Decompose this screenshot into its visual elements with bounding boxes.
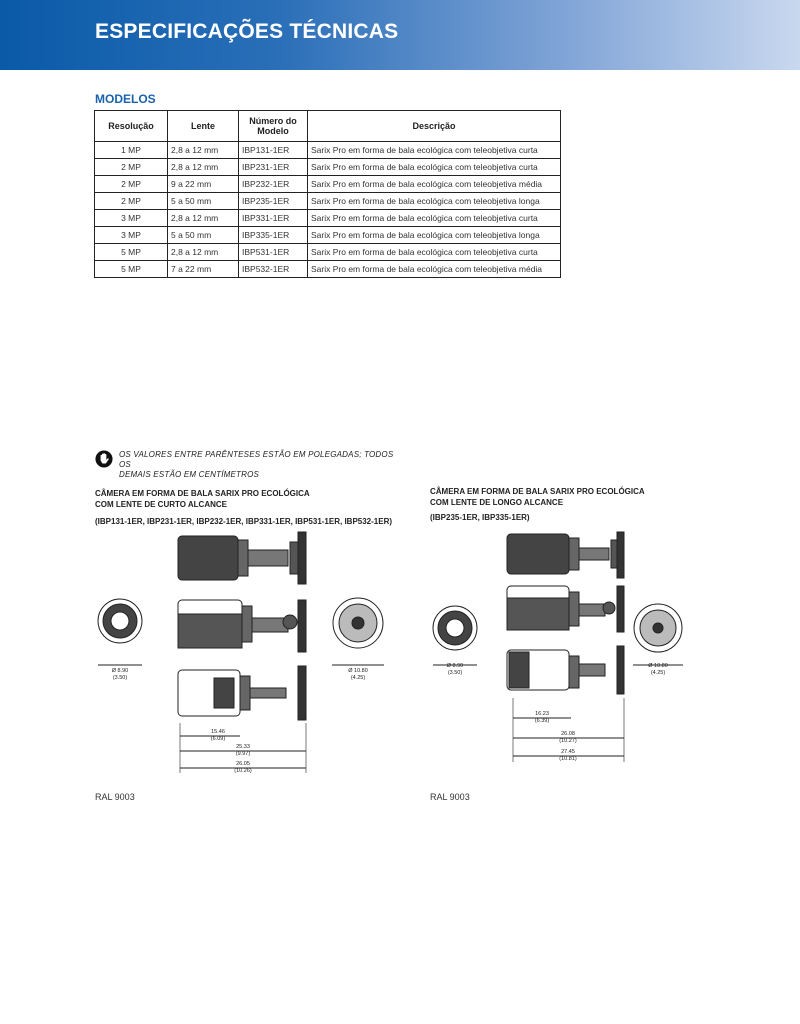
cell-lens: 5 a 50 mm	[168, 193, 239, 210]
cell-resolution: 5 MP	[95, 244, 168, 261]
cell-description: Sarix Pro em forma de bala ecológica com teleobjetiva curta	[308, 159, 561, 176]
units-note	[95, 450, 395, 480]
cell-resolution: 5 MP	[95, 261, 168, 278]
table-row	[95, 210, 561, 227]
page-header	[0, 0, 800, 70]
short-mount-dia-in: (4.25)	[350, 675, 366, 681]
long-front-dia-in: (3.50)	[447, 670, 463, 676]
short-len1-in: (6.09)	[210, 736, 226, 742]
cell-description: Sarix Pro em forma de bala ecológica com teleobjetiva longa	[308, 193, 561, 210]
cell-description: Sarix Pro em forma de bala ecológica com teleobjetiva média	[308, 176, 561, 193]
hand-stop-icon	[95, 450, 113, 468]
cell-resolution: 3 MP	[95, 210, 168, 227]
cell-model-number: IBP531-1ER	[239, 244, 308, 261]
cell-resolution: 2 MP	[95, 176, 168, 193]
col-description: Descrição	[308, 111, 561, 142]
cell-lens: 7 a 22 mm	[168, 261, 239, 278]
long-len3: 27.45	[561, 749, 575, 755]
short-len3-in: (10.26)	[234, 768, 252, 774]
long-len3-in: (10.81)	[559, 756, 577, 762]
cell-description: Sarix Pro em forma de bala ecológica com teleobjetiva média	[308, 261, 561, 278]
cell-model-number: IBP131-1ER	[239, 142, 308, 159]
long-len1: 16.23	[535, 711, 549, 717]
table-row	[95, 244, 561, 261]
cell-model-number: IBP335-1ER	[239, 227, 308, 244]
long-camera-drawing	[425, 528, 695, 770]
short-camera-title-line1: CÂMERA EM FORMA DE BALA SARIX PRO ECOLÓGICA	[95, 489, 310, 498]
cell-lens: 2,8 a 12 mm	[168, 244, 239, 261]
cell-description: Sarix Pro em forma de bala ecológica com teleobjetiva curta	[308, 210, 561, 227]
table-row	[95, 227, 561, 244]
long-mount-dia-in: (4.25)	[650, 670, 666, 676]
cell-description: Sarix Pro em forma de bala ecológica com teleobjetiva longa	[308, 227, 561, 244]
short-len1: 15.46	[211, 729, 225, 735]
table-header-row	[95, 111, 561, 142]
short-camera-drawing	[90, 528, 400, 790]
short-camera-title-line2: COM LENTE DE CURTO ALCANCE	[95, 500, 227, 509]
cell-resolution: 3 MP	[95, 227, 168, 244]
long-camera-title-line2: COM LENTE DE LONGO ALCANCE	[430, 498, 564, 507]
cell-lens: 2,8 a 12 mm	[168, 159, 239, 176]
models-table	[94, 110, 561, 278]
cell-description: Sarix Pro em forma de bala ecológica com teleobjetiva curta	[308, 244, 561, 261]
short-len3: 26.05	[236, 761, 250, 767]
long-camera-ral: RAL 9003	[430, 792, 470, 802]
short-camera-ral: RAL 9003	[95, 792, 135, 802]
table-row	[95, 176, 561, 193]
cell-model-number: IBP331-1ER	[239, 210, 308, 227]
table-row	[95, 261, 561, 278]
long-camera-models: (IBP235-1ER, IBP335-1ER)	[430, 513, 530, 522]
table-row	[95, 159, 561, 176]
cell-resolution: 2 MP	[95, 193, 168, 210]
long-mount-dia: Ø 10.80	[648, 663, 668, 669]
cell-lens: 2,8 a 12 mm	[168, 210, 239, 227]
col-model-number: Número do Modelo	[239, 111, 308, 142]
long-camera-title-line1: CÂMERA EM FORMA DE BALA SARIX PRO ECOLÓGICA	[430, 487, 645, 496]
short-mount-dia: Ø 10.80	[348, 668, 368, 674]
long-len1-in: (6.39)	[534, 718, 550, 724]
models-heading: MODELOS	[95, 92, 156, 106]
cell-resolution: 1 MP	[95, 142, 168, 159]
note-line-1: OS VALORES ENTRE PARÊNTESES ESTÃO EM POLEGADAS; TODOS OS	[119, 450, 394, 469]
long-len2: 26.08	[561, 731, 575, 737]
short-front-dia: Ø 8.90	[111, 668, 129, 674]
long-len2-in: (10.27)	[559, 738, 577, 744]
col-resolution: Resolução	[95, 111, 168, 142]
short-front-dia-in: (3.50)	[112, 675, 128, 681]
col-lens: Lente	[168, 111, 239, 142]
cell-lens: 5 a 50 mm	[168, 227, 239, 244]
cell-lens: 9 a 22 mm	[168, 176, 239, 193]
table-row	[95, 142, 561, 159]
page-title: ESPECIFICAÇÕES TÉCNICAS	[95, 20, 399, 43]
table-row	[95, 193, 561, 210]
cell-model-number: IBP232-1ER	[239, 176, 308, 193]
cell-model-number: IBP231-1ER	[239, 159, 308, 176]
cell-model-number: IBP532-1ER	[239, 261, 308, 278]
short-camera-title	[95, 488, 310, 510]
short-camera-models: (IBP131-1ER, IBP231-1ER, IBP232-1ER, IBP331-1ER, IBP531-1ER, IBP532-1ER)	[95, 517, 393, 526]
note-line-2: DEMAIS ESTÃO EM CENTÍMETROS	[119, 470, 260, 479]
short-len2-in: (9.97)	[235, 751, 251, 757]
short-len2: 25.33	[236, 744, 250, 750]
cell-model-number: IBP235-1ER	[239, 193, 308, 210]
long-front-dia: Ø 8.90	[446, 663, 464, 669]
cell-description: Sarix Pro em forma de bala ecológica com teleobjetiva curta	[308, 142, 561, 159]
cell-lens: 2,8 a 12 mm	[168, 142, 239, 159]
cell-resolution: 2 MP	[95, 159, 168, 176]
long-camera-title	[430, 486, 645, 508]
